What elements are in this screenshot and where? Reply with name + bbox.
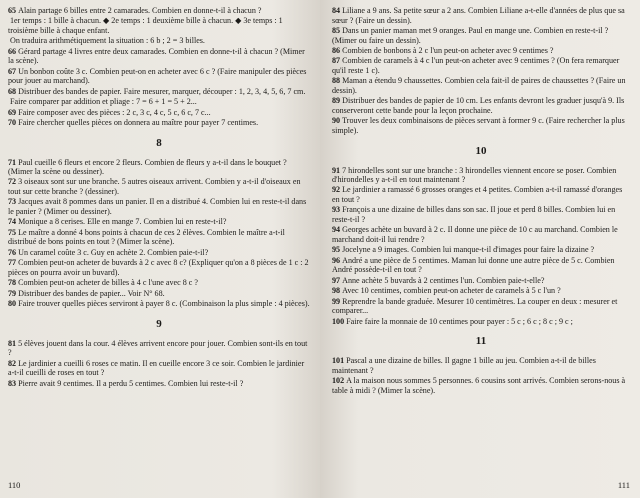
exercise: 93 François a une dizaine de billes dans son sac. Il joue et perd 8 billes. Combien lui en reste-t-il ? [332, 205, 616, 225]
exercise: 94 Georges achète un buvard à 2 c. Il donne une pièce de 10 c au marchand. Combien le marchand doit-il lui rendre ? [332, 225, 618, 245]
exercise: 79 Distribuer des bandes de papier... Voir N° 68. [8, 288, 165, 298]
page-number: 111 [617, 480, 630, 490]
exercise: 72 3 oiseaux sont sur une branche. 5 autres oiseaux arrivent. Combien y a-t-il d'oiseaux en tout sur cette branche ? (dessiner). [8, 177, 301, 197]
right-exercises-c [332, 356, 630, 395]
exercise: 97 Anne achète 5 buvards à 2 centimes l'un. Combien paie-t-elle? [332, 275, 545, 285]
right-exercises-a [332, 6, 630, 136]
exercise: 80 Faire trouver quelles pièces serviront à payer 8 c. (Combinaison la plus simple : 4 pièces). [8, 298, 310, 308]
exercise: 91 7 hirondelles sont sur une branche : 3 hirondelles viennent encore se poser. Combien d'hirondelles y a-t-il en tout maintenant ? [332, 165, 617, 185]
exercise: 76 Un caramel coûte 3 c. Guy en achète 2. Combien paie-t-il? [8, 247, 209, 257]
exercise: 100 Faire faire la monnaie de 10 centimes pour payer : 5 c ; 6 c ; 8 c ; 9 c ; [332, 316, 573, 326]
exercise: 102 A la maison nous sommes 5 personnes. 6 cousins sont arrivés. Combien serons-nous à table à midi ? (Mimer la scène). [332, 376, 626, 395]
exercise: 87 Combien de caramels à 4 c l'un peut-on acheter avec 9 centimes ? (On fera remarquer qu'il reste 1 c). [332, 56, 620, 75]
exercise: 88 Maman a étendu 9 chaussettes. Combien cela fait-il de paires de chaussettes ? (Faire un dessin). [332, 76, 626, 95]
exercise: 67 Un bonbon coûte 3 c. Combien peut-on en acheter avec 6 c ? (Faire manipuler des pièces pour jouer au marchand). [8, 66, 307, 86]
exercise: 84 Liliane a 9 ans. Sa petite sœur a 2 ans. Combien Liliane a-t-elle d'années de plus que sa sœur ? (Faire un dessin). [332, 6, 625, 25]
exercise: 98 Avec 10 centimes, combien peut-on acheter de caramels à 5 c l'un ? [332, 286, 561, 296]
exercise: 95 Jocelyne a 9 images. Combien lui manque-t-il d'images pour faire la dizaine ? [332, 245, 595, 255]
exercise: 81 5 élèves jouent dans la cour. 4 élèves arrivent encore pour jouer. Combien sont-ils en tout ? [8, 338, 308, 358]
exercise: Faire comparer par addition et pliage : 7 = 6 + 1 = 5 + 2... [10, 97, 197, 107]
page-number: 110 [8, 480, 21, 490]
exercise: 68 Distribuer des bandes de papier. Faire mesurer, marquer, découper : 1, 2, 3, 4, 5, 6, 7 cm. [8, 86, 306, 96]
exercise: On traduira arithmétiquement la situation : 6 b ; 2 = 3 billes. [10, 36, 205, 46]
left-exercises-b [8, 158, 310, 309]
section-heading: 11 [475, 335, 487, 348]
exercise: 78 Combien peut-on acheter de billes à 4 c l'une avec 8 c ? [8, 278, 198, 288]
exercise: 101 Pascal a une dizaine de billes. Il gagne 1 bille au jeu. Combien a-t-il de billes maintenant ? [332, 356, 596, 375]
exercise: 66 Gérard partage 4 livres entre deux camarades. Combien en donne-t-il à chacun ? (Mimer la scène). [8, 46, 305, 66]
exercise: 70 Faire chercher quelles pièces on donnera au maître pour payer 7 centimes. [8, 117, 259, 127]
exercise: 1er temps : 1 bille à chacun. ◆ 2e temps : 1 deuxième bille à chacun. ◆ 3e temps : 1 troisième bille à chaque enfant. [8, 16, 283, 35]
exercise: 85 Dans un panier maman met 9 oranges. Paul en mange une. Combien en reste-t-il ? (Mimer ou faire un dessin). [332, 25, 609, 45]
exercise: 71 Paul cueille 6 fleurs et encore 2 fleurs. Combien de fleurs y a-t-il dans le bouquet ? (Mimer la scène ou dessiner). [8, 157, 287, 177]
exercise: 90 Trouver les deux combinaisons de pièces servant à former 9 c. (Faire rechercher la plus simple). [332, 116, 625, 135]
section-heading: 9 [156, 317, 162, 330]
exercise: 75 Le maître a donné 4 bons points à chacun de ces 2 élèves. Combien le maître a-t-il distribué de bons points en tout ? (Mimer la scène). [8, 227, 285, 247]
exercise: 77 Combien peut-on acheter de buvards à 2 c avec 8 c? (Expliquer qu'on a 8 pièces de 1 c : 2 pièces on pourra avoir un buvard). [8, 258, 309, 277]
exercise: 92 Le jardinier a ramassé 6 grosses oranges et 4 petites. Combien a-t-il ramassé d'oranges en tout ? [332, 185, 623, 205]
exercise: 89 Distribuer des bandes de papier de 10 cm. Les enfants devront les graduer jusqu'à 9. Ils conserveront cette bande pour la leçon prochaine. [332, 96, 625, 115]
section-heading: 10 [475, 144, 487, 157]
exercise: 99 Reprendre la bande graduée. Mesurer 10 centimètres. La couper en deux : mesurer et comparer... [332, 296, 618, 316]
exercise: 69 Faire composer avec des pièces : 2 c, 3 c, 4 c, 5 c, 6 c, 7 c... [8, 107, 211, 117]
right-page [320, 0, 640, 498]
left-exercises-a [8, 6, 310, 128]
section-heading: 8 [156, 136, 162, 149]
exercise: 82 Le jardinier a cueilli 6 roses ce matin. Il en cueille encore 3 ce soir. Combien le jardinier a-t-il cueilli de roses en tout ? [8, 358, 305, 378]
right-exercises-b [332, 166, 630, 327]
exercise: 83 Pierre avait 9 centimes. Il a perdu 5 centimes. Combien lui reste-t-il ? [8, 378, 244, 388]
exercise: 86 Combien de bonbons à 2 c l'un peut-on acheter avec 9 centimes ? [332, 45, 554, 55]
left-exercises-c [8, 339, 310, 389]
exercise: 65 Alain partage 6 billes entre 2 camarades. Combien en donne-t-il à chacun ? [8, 6, 262, 15]
exercise: 96 André a une pièce de 5 centimes. Maman lui donne une autre pièce de 5 c. Combien André possède-t-il en tout ? [332, 255, 615, 275]
exercise: 74 Monique a 8 cerises. Elle en mange 7. Combien lui en reste-t-il? [8, 217, 227, 227]
exercise: 73 Jacques avait 8 pommes dans un panier. Il en a distribué 4. Combien lui en reste-t-il dans le panier ? (Mimer ou dessiner). [8, 197, 307, 217]
